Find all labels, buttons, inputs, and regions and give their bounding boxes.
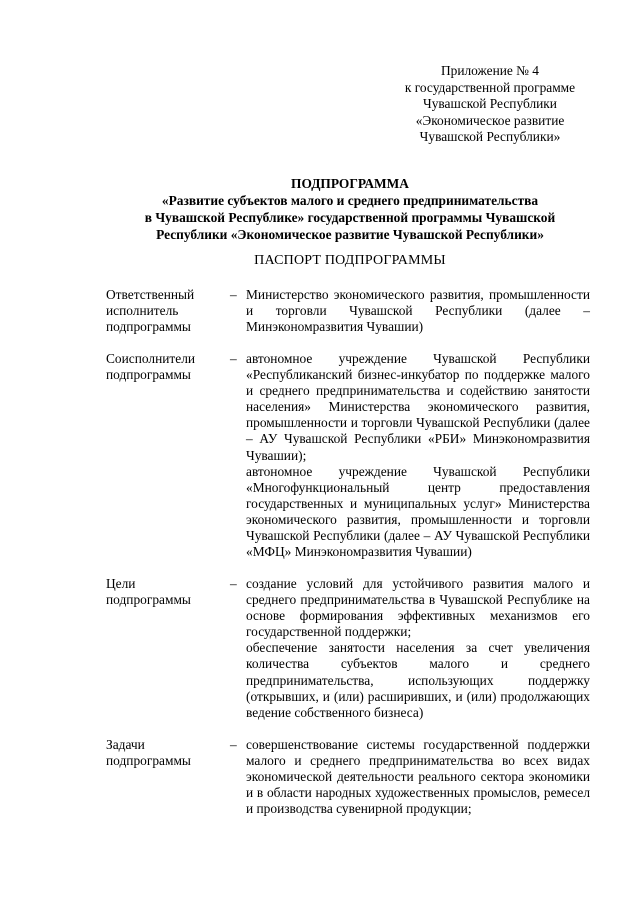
appendix-line: «Экономическое развитие bbox=[415, 112, 565, 128]
row-paragraph: создание условий для устойчивого развития малого и среднего предпринимательства в Чувашской Республике на основе формирования эффективных механизмов его государственной поддержки; bbox=[246, 576, 590, 640]
heading-line: «Развитие субъектов малого и среднего предпринимательства bbox=[161, 193, 539, 208]
row-label: Соисполнители подпрограммы bbox=[106, 351, 196, 383]
row-value bbox=[246, 737, 590, 817]
appendix-line: Чувашской Республики bbox=[423, 96, 557, 112]
row-paragraph: автономное учреждение Чувашской Республики «Республиканский бизнес-инкубатор по поддержке малого и среднего предпринимательства и содействию занятости населения» Министерства экономического развития, промышленности и торговли Чувашской Республики (далее – АУ Чувашской Республики «РБИ» Минэкономразвития Чувашии); bbox=[246, 351, 590, 463]
row-paragraph: автономное учреждение Чувашской Республики «Многофункциональный центр предоставления государственных и муниципальных услуг» Министерства экономического развития, промышленности и торговли Чувашской Республики (далее – АУ Чувашской Республики «МФЦ» Минэкономразвития Чувашии) bbox=[246, 463, 590, 560]
row-value bbox=[246, 287, 590, 335]
row-dash: – bbox=[230, 287, 237, 302]
row-value bbox=[246, 351, 590, 560]
row-paragraph: совершенствование системы государственной поддержки малого и среднего предпринимательства во всех видах экономической деятельности реального сектора экономики и в области народных художественных промыслов, ремесел и производства сувенирной продукции; bbox=[246, 737, 590, 817]
heading-line: Республики «Экономическое развитие Чувашской Республики» bbox=[156, 227, 544, 242]
row-paragraph: Министерство экономического развития, промышленности и торговли Чувашской Республики (далее – Минэкономразвития Чувашии) bbox=[246, 287, 590, 335]
row-paragraph: обеспечение занятости населения за счет увеличения количества субъектов малого и среднего предпринимательства, использующих поддержку (открывших, и (или) расширивших, и (или) продолжающих ведение собственного бизнеса) bbox=[246, 640, 590, 720]
row-dash: – bbox=[230, 351, 237, 366]
heading-line: в Чувашской Республике» государственной программы Чувашской bbox=[144, 210, 556, 225]
appendix-line: к государственной программе bbox=[404, 79, 576, 95]
row-label: Ответственный исполнитель подпрограммы bbox=[106, 287, 195, 335]
row-value bbox=[246, 576, 590, 721]
row-label: Задачи подпрограммы bbox=[106, 737, 191, 769]
heading-line: ПОДПРОГРАММА bbox=[291, 176, 409, 191]
row-dash: – bbox=[230, 576, 237, 591]
row-label: Цели подпрограммы bbox=[106, 576, 191, 608]
passport-title: ПАСПОРТ ПОДПРОГРАММЫ bbox=[254, 253, 446, 268]
row-dash: – bbox=[230, 737, 237, 752]
appendix-line: Приложение № 4 bbox=[440, 63, 540, 78]
appendix-line: Чувашской Республики» bbox=[419, 129, 561, 145]
appendix-note bbox=[380, 63, 600, 146]
subprogram-heading bbox=[105, 175, 595, 243]
